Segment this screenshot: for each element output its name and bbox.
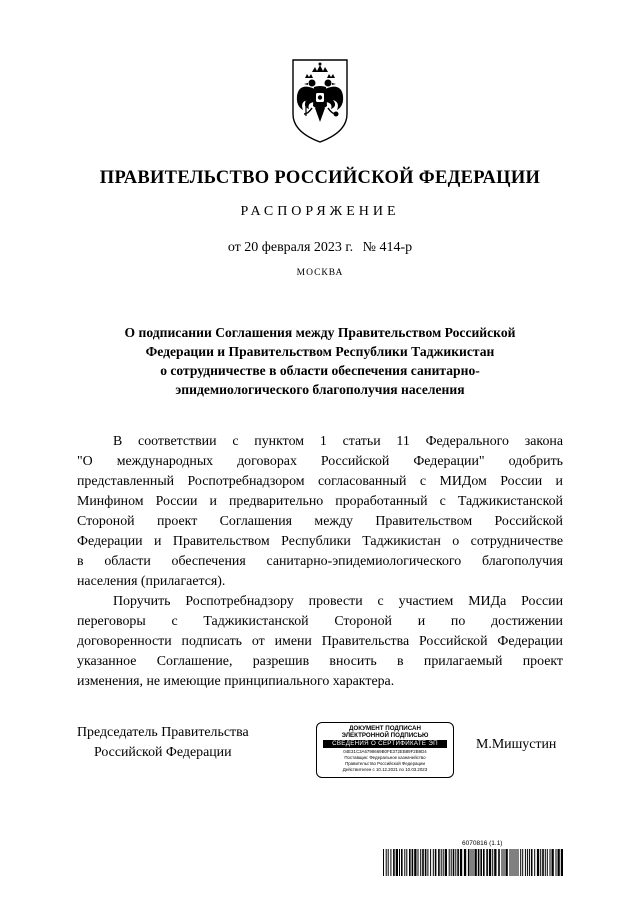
signer-position [77, 723, 297, 763]
body-line: в области обеспечения санитарно-эпидемиологического благополучия [77, 554, 563, 569]
stamp-issuer: Поставщик: Федеральное казначейство [344, 755, 426, 760]
body-line: Стороной проект Соглашения между Правительством Российской [77, 514, 563, 529]
body-line: "О международных договорах Российской Федерации" одобрить [77, 454, 563, 469]
body-paragraph-2 [77, 592, 563, 692]
signer-name: М.Мишустин [476, 737, 557, 752]
body-line: договоренности подписать от имени Правительства Российской Федерации [77, 634, 563, 649]
stamp-line: ЭЛЕКТРОННОЙ ПОДПИСЬЮ [341, 732, 429, 739]
stamp-certificate-id: 04E31C3A6798669B0FE372EB89F2B9D4 [343, 749, 427, 754]
document-number: № 414-р [362, 240, 413, 255]
subject-line: эпидемиологического благополучия населения [175, 382, 465, 397]
signer-position-line: Председатель Правительства [77, 725, 249, 740]
body-line: изменения, не имеющие принципиального характера. [77, 674, 395, 689]
body-line: Федерации и Правительством Республики Таджикистан о сотрудничестве [77, 534, 563, 549]
signer-position-line: Российской Федерации [94, 745, 232, 760]
body-paragraph-1 [77, 432, 563, 592]
document-type: РАСПОРЯЖЕНИЕ [240, 204, 400, 219]
stamp-certificate-header: СВЕДЕНИЯ О СЕРТИФИКАТЕ ЭП [323, 740, 447, 748]
barcode-image [383, 849, 563, 876]
document-date: от 20 февраля 2023 г. [227, 240, 354, 255]
subject-line: О подписании Соглашения между Правительством Российской [124, 325, 516, 340]
body-line: представленный Роспотребнадзором согласованный с МИДом России и [77, 474, 563, 489]
barcode-number: 6070816 (1.1) [462, 840, 503, 847]
electronic-signature-stamp [316, 722, 454, 778]
document-body [77, 432, 563, 692]
document-subject [90, 323, 550, 399]
government-title: ПРАВИТЕЛЬСТВО РОССИЙСКОЙ ФЕДЕРАЦИИ [99, 168, 541, 188]
body-line: переговоры с Таджикистанской Стороной и по достижении [77, 614, 563, 629]
body-line: Поручить Роспотребнадзору провести с участием МИДа России [113, 594, 563, 609]
subject-line: Федерации и Правительством Республики Таджикистан [145, 344, 495, 359]
stamp-validity: Действителен с 10.12.2021 по 10.03.2023 [342, 767, 428, 772]
date-number-line [0, 240, 640, 256]
body-line: Минфином России и предварительно проработанный с Таджикистанской [77, 494, 563, 509]
stamp-line: ДОКУМЕНТ ПОДПИСАН [349, 725, 421, 732]
city-name: МОСКВА [296, 268, 344, 278]
body-line: В соответствии с пунктом 1 статьи 11 Федерального закона [113, 434, 563, 449]
coat-of-arms-emblem [285, 56, 355, 146]
subject-line: о сотрудничестве в области обеспечения санитарно- [160, 363, 480, 378]
body-line: населения (прилагается). [77, 574, 226, 589]
stamp-owner: Правительство Российской Федерации [345, 761, 425, 766]
body-line: указанное Соглашение, разрешив вносить в прилагаемый проект [77, 654, 563, 669]
